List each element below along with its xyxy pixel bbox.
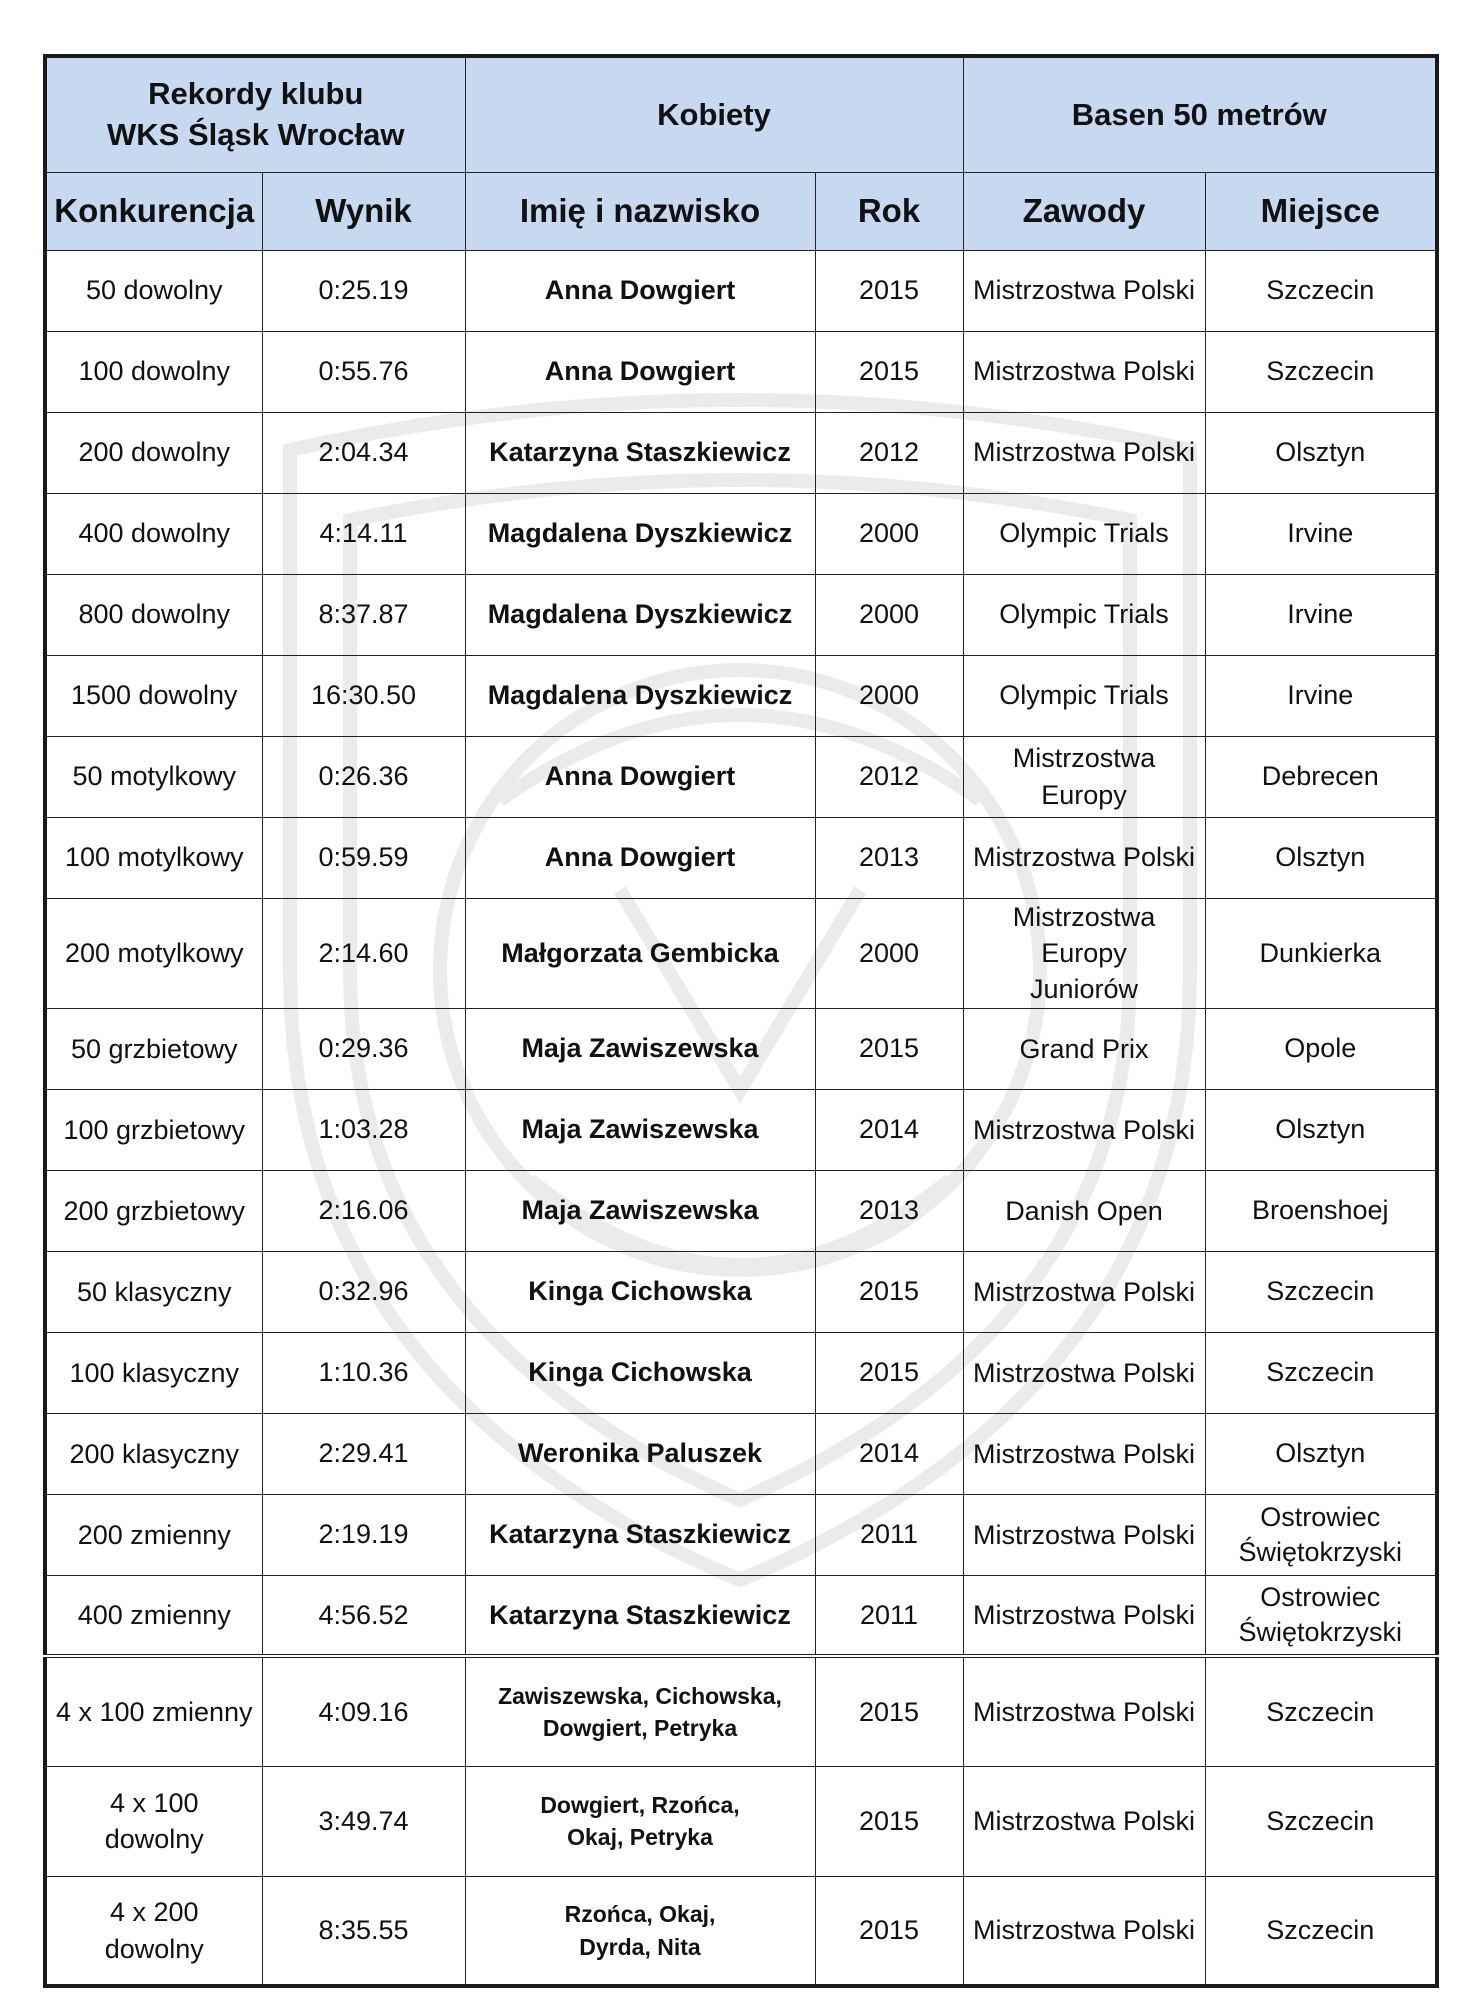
table-row — [45, 574, 1437, 655]
table-row — [45, 736, 1437, 817]
competition-cell: Mistrzostwa Polski — [963, 1766, 1205, 1876]
event-cell: 50 klasyczny — [45, 1251, 262, 1332]
year-cell: 2000 — [815, 655, 963, 736]
column-header-event: Konkurencja — [45, 172, 262, 250]
place-cell: Szczecin — [1205, 1251, 1437, 1332]
year-cell: 2015 — [815, 1656, 963, 1766]
name-cell: Maja Zawiszewska — [465, 1089, 815, 1170]
year-cell: 2014 — [815, 1413, 963, 1494]
year-cell: 2014 — [815, 1089, 963, 1170]
club-title-cell — [45, 56, 465, 172]
time-cell: 2:16.06 — [262, 1170, 465, 1251]
table-row — [45, 655, 1437, 736]
time-cell: 2:29.41 — [262, 1413, 465, 1494]
table-row — [45, 1332, 1437, 1413]
competition-cell: Mistrzostwa Polski — [963, 250, 1205, 331]
place-cell: Szczecin — [1205, 1656, 1437, 1766]
time-cell: 0:26.36 — [262, 736, 465, 817]
time-cell: 4:14.11 — [262, 493, 465, 574]
event-cell: 100 motylkowy — [45, 817, 262, 898]
name-cell: Anna Dowgiert — [465, 331, 815, 412]
name-cell: Anna Dowgiert — [465, 736, 815, 817]
event-cell: 200 klasyczny — [45, 1413, 262, 1494]
place-cell: Szczecin — [1205, 1332, 1437, 1413]
time-cell: 4:56.52 — [262, 1575, 465, 1656]
event-cell: 200 motylkowy — [45, 898, 262, 1008]
club-title-line2: WKS Śląsk Wrocław — [107, 116, 405, 152]
time-cell: 2:04.34 — [262, 412, 465, 493]
competition-cell: Mistrzostwa Polski — [963, 1251, 1205, 1332]
name-cell: Magdalena Dyszkiewicz — [465, 655, 815, 736]
event-cell: 1500 dowolny — [45, 655, 262, 736]
relay-row — [45, 1766, 1437, 1876]
year-cell: 2011 — [815, 1575, 963, 1656]
event-cell: 50 motylkowy — [45, 736, 262, 817]
place-cell: Szczecin — [1205, 1766, 1437, 1876]
competition-cell: Grand Prix — [963, 1008, 1205, 1089]
table-row — [45, 1575, 1437, 1656]
time-cell: 2:19.19 — [262, 1494, 465, 1575]
relay-row — [45, 1656, 1437, 1766]
time-cell: 2:14.60 — [262, 898, 465, 1008]
place-cell: Olsztyn — [1205, 412, 1437, 493]
pool-title-cell: Basen 50 metrów — [963, 56, 1437, 172]
competition-cell: Mistrzostwa Polski — [963, 1332, 1205, 1413]
table-row — [45, 817, 1437, 898]
place-cell: Dunkierka — [1205, 898, 1437, 1008]
competition-cell: Mistrzostwa Polski — [963, 331, 1205, 412]
time-cell: 4:09.16 — [262, 1656, 465, 1766]
competition-cell: Olympic Trials — [963, 655, 1205, 736]
club-records-table — [43, 54, 1439, 1988]
year-cell: 2000 — [815, 898, 963, 1008]
name-cell: Maja Zawiszewska — [465, 1008, 815, 1089]
name-cell: Weronika Paluszek — [465, 1413, 815, 1494]
year-cell: 2000 — [815, 574, 963, 655]
name-cell: Maja Zawiszewska — [465, 1170, 815, 1251]
column-header-time: Wynik — [262, 172, 465, 250]
event-cell: 50 dowolny — [45, 250, 262, 331]
name-cell: Anna Dowgiert — [465, 817, 815, 898]
event-cell: 4 x 200 dowolny — [45, 1876, 262, 1986]
name-cell: Zawiszewska, Cichowska, Dowgiert, Petryka — [465, 1656, 815, 1766]
place-cell: Ostrowiec Świętokrzyski — [1205, 1494, 1437, 1575]
place-cell: Debrecen — [1205, 736, 1437, 817]
competition-cell: Mistrzostwa Europy — [963, 736, 1205, 817]
table-row — [45, 898, 1437, 1008]
year-cell: 2015 — [815, 1332, 963, 1413]
place-cell: Szczecin — [1205, 331, 1437, 412]
name-cell: Kinga Cichowska — [465, 1251, 815, 1332]
competition-cell: Mistrzostwa Polski — [963, 1876, 1205, 1986]
event-cell: 400 zmienny — [45, 1575, 262, 1656]
time-cell: 0:59.59 — [262, 817, 465, 898]
place-cell: Szczecin — [1205, 1876, 1437, 1986]
event-cell: 100 dowolny — [45, 331, 262, 412]
event-cell: 4 x 100 dowolny — [45, 1766, 262, 1876]
column-header-competition: Zawody — [963, 172, 1205, 250]
event-cell: 50 grzbietowy — [45, 1008, 262, 1089]
table-row — [45, 1413, 1437, 1494]
event-cell: 200 zmienny — [45, 1494, 262, 1575]
place-cell: Opole — [1205, 1008, 1437, 1089]
competition-cell: Olympic Trials — [963, 493, 1205, 574]
place-cell: Broenshoej — [1205, 1170, 1437, 1251]
competition-cell: Danish Open — [963, 1170, 1205, 1251]
relay-records-body — [45, 1656, 1437, 1986]
year-cell: 2012 — [815, 736, 963, 817]
name-cell: Dowgiert, Rzońca, Okaj, Petryka — [465, 1766, 815, 1876]
table-row — [45, 1251, 1437, 1332]
table-row — [45, 493, 1437, 574]
table-row — [45, 1089, 1437, 1170]
place-cell: Olsztyn — [1205, 817, 1437, 898]
place-cell: Olsztyn — [1205, 1089, 1437, 1170]
place-cell: Irvine — [1205, 655, 1437, 736]
competition-cell: Mistrzostwa Polski — [963, 817, 1205, 898]
column-header-name: Imię i nazwisko — [465, 172, 815, 250]
time-cell: 8:35.55 — [262, 1876, 465, 1986]
year-cell: 2012 — [815, 412, 963, 493]
table-row — [45, 1494, 1437, 1575]
event-cell: 100 grzbietowy — [45, 1089, 262, 1170]
competition-cell: Mistrzostwa Europy Juniorów — [963, 898, 1205, 1008]
time-cell: 1:10.36 — [262, 1332, 465, 1413]
records-body — [45, 250, 1437, 1656]
place-cell: Irvine — [1205, 493, 1437, 574]
column-header-row — [45, 172, 1437, 250]
time-cell: 3:49.74 — [262, 1766, 465, 1876]
year-cell: 2000 — [815, 493, 963, 574]
time-cell: 0:55.76 — [262, 331, 465, 412]
time-cell: 1:03.28 — [262, 1089, 465, 1170]
year-cell: 2011 — [815, 1494, 963, 1575]
competition-cell: Mistrzostwa Polski — [963, 1494, 1205, 1575]
table-row — [45, 331, 1437, 412]
name-cell: Kinga Cichowska — [465, 1332, 815, 1413]
column-header-year: Rok — [815, 172, 963, 250]
competition-cell: Mistrzostwa Polski — [963, 1089, 1205, 1170]
event-cell: 100 klasyczny — [45, 1332, 262, 1413]
competition-cell: Mistrzostwa Polski — [963, 1656, 1205, 1766]
place-cell: Szczecin — [1205, 250, 1437, 331]
place-cell: Irvine — [1205, 574, 1437, 655]
event-cell: 4 x 100 zmienny — [45, 1656, 262, 1766]
name-cell: Magdalena Dyszkiewicz — [465, 574, 815, 655]
club-title-line1: Rekordy klubu — [148, 76, 364, 112]
year-cell: 2015 — [815, 1251, 963, 1332]
place-cell: Ostrowiec Świętokrzyski — [1205, 1575, 1437, 1656]
year-cell: 2015 — [815, 1876, 963, 1986]
event-cell: 200 dowolny — [45, 412, 262, 493]
name-cell: Magdalena Dyszkiewicz — [465, 493, 815, 574]
time-cell: 0:29.36 — [262, 1008, 465, 1089]
event-cell: 200 grzbietowy — [45, 1170, 262, 1251]
name-cell: Anna Dowgiert — [465, 250, 815, 331]
table-row — [45, 1008, 1437, 1089]
time-cell: 0:25.19 — [262, 250, 465, 331]
table-row — [45, 412, 1437, 493]
table-row — [45, 250, 1437, 331]
name-cell: Małgorzata Gembicka — [465, 898, 815, 1008]
name-cell: Rzońca, Okaj, Dyrda, Nita — [465, 1876, 815, 1986]
gender-title-cell: Kobiety — [465, 56, 963, 172]
competition-cell: Olympic Trials — [963, 574, 1205, 655]
year-cell: 2015 — [815, 331, 963, 412]
time-cell: 16:30.50 — [262, 655, 465, 736]
competition-cell: Mistrzostwa Polski — [963, 412, 1205, 493]
column-header-place: Miejsce — [1205, 172, 1437, 250]
time-cell: 0:32.96 — [262, 1251, 465, 1332]
name-cell: Katarzyna Staszkiewicz — [465, 412, 815, 493]
competition-cell: Mistrzostwa Polski — [963, 1575, 1205, 1656]
relay-row — [45, 1876, 1437, 1986]
year-cell: 2013 — [815, 1170, 963, 1251]
name-cell: Katarzyna Staszkiewicz — [465, 1575, 815, 1656]
year-cell: 2013 — [815, 817, 963, 898]
place-cell: Olsztyn — [1205, 1413, 1437, 1494]
event-cell: 800 dowolny — [45, 574, 262, 655]
event-cell: 400 dowolny — [45, 493, 262, 574]
year-cell: 2015 — [815, 1766, 963, 1876]
title-row — [45, 56, 1437, 172]
name-cell: Katarzyna Staszkiewicz — [465, 1494, 815, 1575]
time-cell: 8:37.87 — [262, 574, 465, 655]
year-cell: 2015 — [815, 250, 963, 331]
year-cell: 2015 — [815, 1008, 963, 1089]
competition-cell: Mistrzostwa Polski — [963, 1413, 1205, 1494]
table-row — [45, 1170, 1437, 1251]
